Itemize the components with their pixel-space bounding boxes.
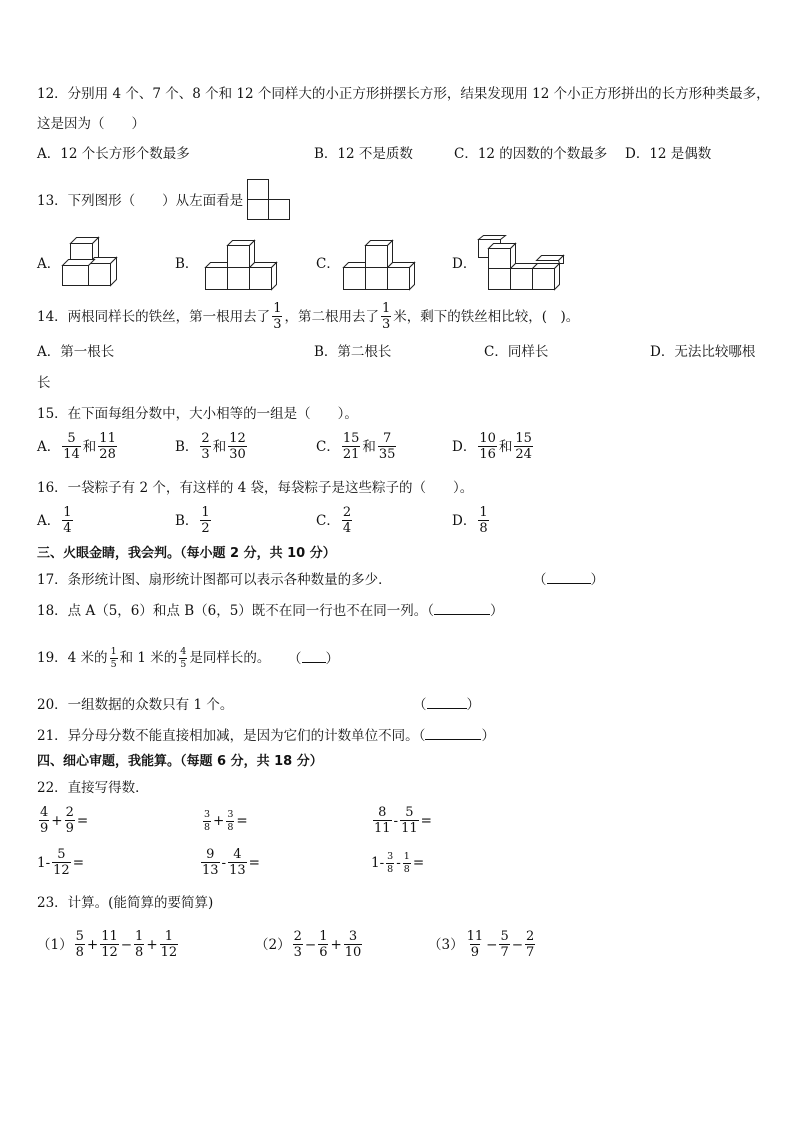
fraction (200, 506, 210, 535)
bracket-right: ） (466, 697, 480, 713)
numerator: 3 (387, 851, 394, 862)
denominator: 21 (342, 447, 360, 462)
denominator: 35 (378, 447, 396, 462)
q23-expr-2 (255, 930, 364, 959)
numerator: 11 (466, 929, 484, 944)
fraction (179, 647, 187, 669)
q14-stem-part1: 14．两根同样长的铁丝，第一根用去了 (37, 308, 271, 325)
q13-option-a-label: A． (37, 256, 61, 272)
operator: 1- (371, 855, 385, 871)
fraction (293, 930, 303, 959)
q21-answer-blank[interactable] (425, 727, 481, 740)
denominator: 8 (387, 863, 394, 875)
q14-option-a: A．第一根长 (37, 344, 115, 360)
q12-line1: 12．分别用 4 个、7 个、8 个和 12 个同样大的小正方形拼摆长方形，结果发现用 12 个小正方形拼出的长方形种类最多， (37, 86, 770, 102)
numerator: 4 (180, 646, 187, 657)
option-label: C． (316, 438, 340, 455)
fraction (228, 848, 247, 877)
q22-expr-r1c2 (201, 810, 248, 832)
fraction (344, 930, 363, 959)
q23-expr-3 (428, 930, 537, 959)
numerator: 3 (348, 929, 358, 944)
denominator: 3 (273, 317, 282, 332)
denominator: 3 (293, 945, 302, 960)
numerator: 2 (201, 431, 210, 446)
bracket-right: ） (590, 572, 604, 588)
denominator: 8 (75, 945, 84, 960)
operator: - (393, 812, 399, 829)
fraction (75, 930, 85, 959)
operator: - (396, 855, 401, 871)
q12-option-b: B．12 不是质数 (314, 146, 413, 162)
q12-option-d: D．12 是偶数 (625, 146, 712, 162)
numerator: 2 (293, 929, 302, 944)
denominator: 7 (500, 945, 509, 960)
bracket-left: （ (533, 572, 547, 588)
q13-option-a-cubes (60, 236, 122, 292)
numerator: 1 (135, 929, 144, 944)
q22-expr-r1c3 (371, 806, 432, 835)
numerator: 1 (63, 505, 72, 520)
operator: = (76, 812, 89, 829)
denominator: 4 (342, 521, 352, 536)
and-text: 和 (82, 438, 97, 455)
fraction (65, 806, 75, 835)
q19-answer-blank[interactable] (288, 649, 339, 669)
q15-stem: 15．在下面每组分数中，大小相等的一组是（ ）。 (37, 406, 358, 422)
numerator: 1 (110, 646, 117, 657)
q18-answer-blank[interactable] (434, 602, 490, 615)
bracket-left: （ (288, 651, 302, 667)
q12-option-c: C．12 的因数的个数最多 (454, 146, 608, 162)
option-label: A． (37, 438, 61, 455)
q19-text-part3: 是同样长的。 (189, 650, 271, 666)
numerator: 11 (101, 929, 118, 944)
fraction (466, 930, 485, 959)
operator: = (248, 854, 260, 871)
and-text: 和 (362, 438, 376, 455)
q12-option-a: A．12 个长方形个数最多 (37, 146, 190, 162)
q23-stem: 23．计算。(能简算的要简算) (37, 895, 214, 911)
q14-fraction-1 (272, 302, 282, 331)
numerator: 7 (383, 431, 392, 446)
q14-fraction-2 (381, 302, 391, 331)
operator: = (412, 855, 425, 871)
operator: = (420, 812, 432, 829)
numerator: 4 (233, 847, 242, 862)
q17-text: 17．条形统计图、扇形统计图都可以表示各种数量的多少． (37, 572, 392, 588)
fraction (478, 432, 497, 461)
denominator: 13 (202, 863, 219, 878)
numerator: 15 (342, 431, 360, 446)
numerator: 9 (206, 847, 215, 862)
q13-option-b-cubes (204, 238, 278, 292)
q14-option-c: C．同样长 (484, 344, 549, 360)
fraction (400, 806, 419, 835)
q16-option-d (452, 506, 491, 535)
numerator: 4 (40, 805, 49, 820)
q22-expr-r1c1 (37, 806, 88, 835)
denominator: 8 (135, 945, 144, 960)
option-label: A． (37, 512, 61, 529)
numerator: 1 (403, 851, 410, 862)
q21-line (37, 726, 495, 746)
fraction (478, 506, 488, 535)
q20-answer-blank[interactable] (413, 695, 480, 715)
denominator: 12 (53, 863, 70, 878)
q15-option-a (37, 432, 119, 461)
denominator: 9 (40, 821, 49, 836)
numerator: 8 (378, 805, 387, 820)
denominator: 9 (65, 821, 74, 836)
operator: = (236, 813, 248, 829)
section-3-heading: 三、火眼金睛，我会判。（每小题 2 分，共 10 分） (37, 546, 336, 561)
denominator: 5 (110, 658, 117, 670)
operator: = (72, 854, 85, 871)
q13-option-d-cubes (474, 234, 570, 292)
numerator: 1 (201, 505, 210, 520)
denominator: 12 (101, 945, 118, 960)
q22-expr-r2c1 (37, 848, 84, 877)
fraction (342, 506, 352, 535)
q16-option-c (316, 506, 354, 535)
operator: − (511, 936, 524, 953)
fraction (318, 930, 328, 959)
fraction (100, 930, 119, 959)
denominator: 2 (201, 521, 210, 536)
q14-option-d-wrap: 长 (37, 375, 51, 391)
fraction (62, 432, 81, 461)
denominator: 28 (99, 447, 116, 462)
denominator: 10 (344, 945, 362, 960)
numerator: 3 (227, 809, 234, 820)
q13-left-view-figure (247, 179, 291, 221)
numerator: 12 (229, 431, 246, 446)
q19-text-part1: 19．4 米的 (37, 650, 108, 666)
bracket-right: ） (325, 651, 339, 667)
fraction (403, 852, 411, 874)
fraction (226, 810, 234, 832)
bracket-right: ） (481, 728, 495, 744)
q19-line (37, 647, 270, 669)
numerator: 1 (164, 929, 174, 944)
denominator: 16 (479, 447, 496, 462)
option-label: B． (175, 438, 199, 455)
q16-stem: 16．一袋粽子有 2 个，有这样的 4 袋，每袋粽子是这些粽子的（ ）。 (37, 480, 474, 496)
fraction (203, 810, 211, 832)
operator: + (213, 813, 225, 829)
numerator: 1 (381, 301, 391, 316)
expression (73, 930, 181, 959)
q12-line2: 这是因为（ ） (37, 116, 145, 132)
q19-text-part2: 和 1 米的 (119, 650, 178, 666)
denominator: 9 (470, 945, 479, 960)
q14-option-d: D．无法比较哪根 (650, 344, 756, 360)
blank-line (302, 650, 326, 663)
denominator: 12 (160, 945, 178, 960)
fraction (52, 848, 71, 877)
q13-option-b-label: B． (175, 256, 199, 272)
fraction (201, 848, 220, 877)
fraction (110, 647, 118, 669)
operator: 1- (37, 854, 51, 871)
operator: − (304, 936, 317, 953)
numerator: 1 (319, 929, 328, 944)
bracket-right: ） (490, 603, 504, 619)
numerator: 10 (479, 431, 496, 446)
q17-answer-blank[interactable] (533, 570, 604, 590)
numerator: 15 (515, 431, 532, 446)
denominator: 7 (526, 945, 535, 960)
denominator: 6 (319, 945, 328, 960)
q21-text: 21．异分母分数不能直接相加减，是因为它们的计数单位不同。（ (37, 728, 426, 744)
option-label: D． (452, 438, 477, 455)
fraction (378, 432, 397, 461)
q14-stem-part3: 米，剩下的铁丝相比较，( )。 (393, 308, 580, 325)
fraction (228, 432, 247, 461)
numerator: 5 (500, 929, 509, 944)
q16-option-b (175, 506, 213, 535)
q14-option-b: B．第二根长 (314, 344, 392, 360)
q22-stem: 22．直接写得数． (37, 780, 149, 796)
numerator: 2 (526, 929, 535, 944)
numerator: 3 (204, 809, 211, 820)
q15-option-b (175, 432, 249, 461)
expression (464, 930, 538, 959)
denominator: 30 (229, 447, 246, 462)
denominator: 11 (374, 821, 391, 836)
numerator: 5 (405, 805, 414, 820)
q15-option-c (316, 432, 398, 461)
q22-expr-r2c2 (199, 848, 260, 877)
numerator: 5 (67, 431, 76, 446)
numerator: 1 (273, 301, 282, 316)
expr-label: （3） (428, 936, 464, 953)
fraction (386, 852, 394, 874)
expr-label: （2） (255, 936, 291, 953)
q13-option-c-label: C． (316, 256, 340, 272)
q18-text: 18．点 A（5，6）和点 B（6，5）既不在同一行也不在同一列。（ (37, 603, 435, 619)
and-text: 和 (498, 438, 513, 455)
denominator: 8 (403, 863, 410, 875)
fraction (134, 930, 144, 959)
q14-stem-part2: ，第二根用去了 (284, 308, 379, 325)
fraction (200, 432, 210, 461)
denominator: 8 (479, 521, 488, 536)
expression (291, 930, 365, 959)
denominator: 3 (201, 447, 210, 462)
denominator: 24 (515, 447, 532, 462)
q16-option-a (37, 506, 75, 535)
q13-option-d-label: D． (452, 256, 477, 272)
bracket-left: （ (413, 697, 427, 713)
fraction (39, 806, 49, 835)
q13-option-c-cubes (342, 238, 416, 292)
denominator: 8 (227, 821, 234, 833)
q13-stem: 13．下列图形（ ）从左面看是 (37, 193, 244, 209)
fraction (160, 930, 179, 959)
numerator: 2 (342, 505, 352, 520)
denominator: 14 (63, 447, 80, 462)
fraction (525, 930, 535, 959)
operator: − (120, 936, 133, 953)
fraction (514, 432, 533, 461)
q18-line (37, 601, 504, 621)
fraction (62, 506, 72, 535)
option-label: C． (316, 512, 340, 529)
numerator: 2 (65, 805, 74, 820)
fraction (499, 930, 509, 959)
denominator: 5 (180, 658, 187, 670)
fraction (342, 432, 361, 461)
denominator: 8 (204, 821, 211, 833)
operator: + (330, 936, 342, 953)
denominator: 11 (401, 821, 418, 836)
numerator: 11 (99, 431, 116, 446)
denominator: 3 (381, 317, 391, 332)
q15-option-d (452, 432, 535, 461)
fraction (98, 432, 117, 461)
q14-stem (37, 302, 579, 331)
numerator: 5 (57, 847, 66, 862)
denominator: 13 (229, 863, 246, 878)
denominator: 4 (63, 521, 72, 536)
option-label: D． (452, 512, 477, 529)
operator: + (51, 812, 63, 829)
q22-expr-r2c3 (371, 852, 424, 874)
q23-expr-1 (37, 930, 180, 959)
numerator: 5 (75, 929, 84, 944)
operator: + (146, 936, 158, 953)
blank-line (547, 571, 591, 584)
numerator: 1 (479, 505, 488, 520)
fraction (373, 806, 392, 835)
operator: − (486, 936, 498, 953)
section-4-heading: 四、细心审题，我能算。（每题 6 分，共 18 分） (37, 754, 323, 769)
operator: - (221, 854, 227, 871)
expr-label: （1） (37, 936, 73, 953)
option-label: B． (175, 512, 199, 529)
blank-line (427, 696, 467, 709)
q20-text: 20．一组数据的众数只有 1 个。 (37, 697, 234, 713)
operator: + (86, 936, 99, 953)
and-text: 和 (212, 438, 227, 455)
